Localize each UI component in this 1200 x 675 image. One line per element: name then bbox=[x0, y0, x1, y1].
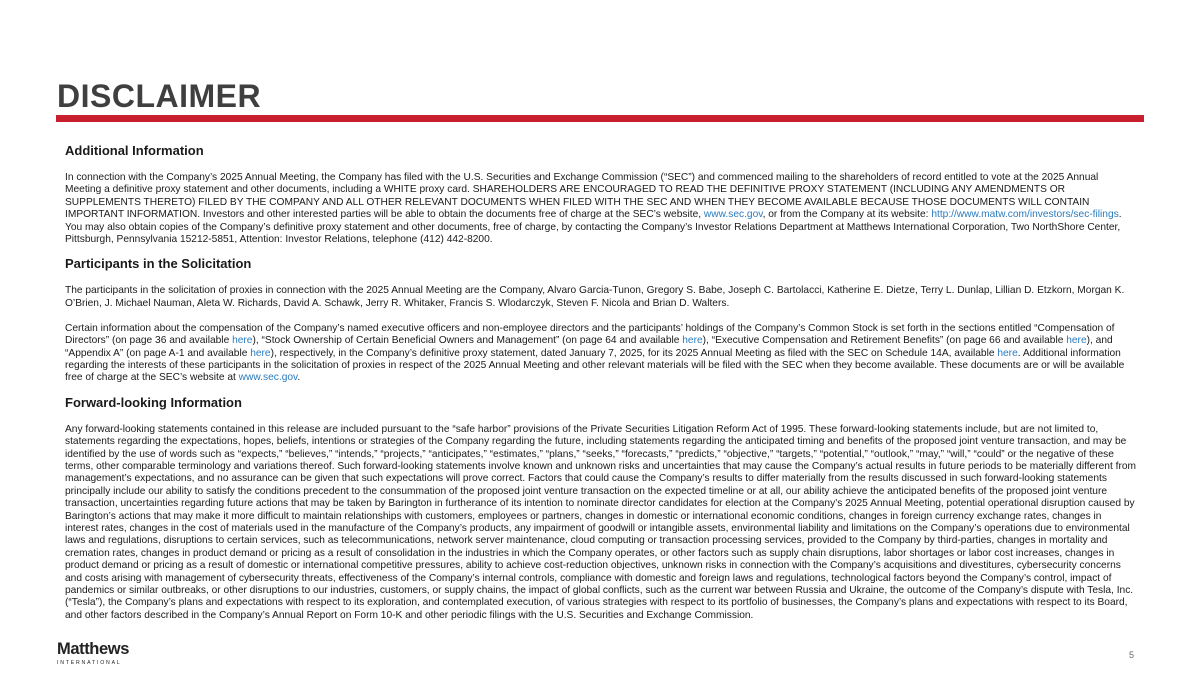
here-link-appendix-a[interactable]: here bbox=[250, 347, 271, 359]
here-link-stock-ownership[interactable]: here bbox=[682, 335, 703, 347]
section-heading-forward-looking: Forward-looking Information bbox=[65, 394, 242, 410]
matthews-logo bbox=[57, 641, 137, 666]
here-link-executive-compensation[interactable]: here bbox=[1066, 335, 1087, 347]
logo-subtitle: INTERNATIONAL bbox=[57, 660, 122, 666]
logo-wordmark: Matthews bbox=[57, 640, 129, 658]
text-fragment: . Additional information regarding the interests of these participants in the solicitation of proxies in respect of the 2025 Annual Meeting and other relevant materials will be filed with the SEC when they become available. These documents are or will be available free of charge at the SEC’s website at bbox=[65, 347, 1125, 384]
text-fragment: . You may also obtain copies of the Company’s definitive proxy statement and other documents, free of charge, by contacting the Company’s Investor Relations Department at Matthews International Corporation, Two NorthShore Center, Pittsburgh, Pennsylvania 15212-5851, Attention: Investor Relations, telephone (412) 442-8200. bbox=[65, 209, 1122, 246]
header-divider bbox=[56, 115, 1144, 122]
disclaimer-body bbox=[65, 143, 1137, 622]
sec-website-link-2[interactable]: www.sec.gov bbox=[238, 372, 298, 384]
text-fragment: ), and “Appendix A” (on page A-1 and available bbox=[65, 335, 1113, 359]
text-fragment: Certain information about the compensation of the Company’s named executive officers and non-employee directors and the participants’ holdings of the Company’s Common Stock is set forth in the sections entitled “Compensation of Directors” (on page 36 and available bbox=[65, 322, 1115, 347]
matw-sec-filings-link[interactable]: http://www.matw.com/investors/sec-filings bbox=[931, 209, 1119, 221]
text-fragment: ), respectively, in the Company’s definitive proxy statement, dated January 7, 2025, for its 2025 Annual Meeting as filed with the SEC on Schedule 14A, available bbox=[270, 347, 998, 359]
text-fragment: ), “Executive Compensation and Retirement Benefits” (on page 66 and available bbox=[702, 335, 1067, 347]
section-heading-participants: Participants in the Solicitation bbox=[65, 256, 252, 272]
section-heading-additional-information: Additional Information bbox=[65, 143, 204, 158]
here-link-schedule-14a[interactable]: here bbox=[997, 347, 1018, 359]
text-fragment: . bbox=[297, 372, 301, 384]
page-number: 5 bbox=[1128, 650, 1134, 660]
text-fragment: ), “Stock Ownership of Certain Beneficial Owners and Management” (on page 64 and available bbox=[252, 335, 683, 347]
paragraph-additional-information bbox=[65, 172, 1137, 246]
paragraph-forward-looking: Any forward-looking statements contained in this release are included pursuant to the “safe harbor” provisions of the Private Securities Litigation Reform Act of 1995. These forward-looking statements include, but are not limited to, statements regarding the expectations, hopes, beliefs, intentions or strategies of the Company regarding the future, including statements regarding the anticipated timing and benefits of the proposed joint venture transaction, and may be identified by the use of words such as “expects,” “believes,” “intends,” “projects,” “anticipates,” “estimates,” “plans,” “seeks,” “forecasts,” “predicts,” “objective,” “targets,” “potential,” “outlook,” “may,” “will,” “could” or the negative of these terms, other comparable terminology and variations thereof. Such forward-looking statements involve known and unknown risks and uncertainties that may cause the Company’s actual results in future periods to be materially different from management’s expectations, and no assurance can be given that such expectations will prove correct. Factors that could cause the Company’s results to differ materially from the results discussed in such forward-looking statements principally include our ability to satisfy the conditions precedent to the consummation of the proposed joint venture transaction on the expected timeline or at all, our ability achieve the anticipated benefits of the proposed joint venture transaction, uncertainties regarding future actions that may be taken by Barington in furtherance of its intention to nominate director candidates for election at the Company’s 2025 Annual Meeting, potential operational disruption caused by Barington’s actions that may make it more difficult to maintain relationships with customers, employees or partners, changes in domestic or international economic conditions, changes in foreign currency exchange rates, changes in interest rates, changes in the cost of materials used in the manufacture of the Company’s products, any impairment of goodwill or intangible assets, environmental liability and limitations on the Company’s operations due to environmental laws and regulations, disruptions to certain services, such as telecommunications, network server maintenance, cloud computing or transaction processing services, provided to the Company by third-parties, changes in mortality and cremation rates, changes in product demand or pricing as a result of consolidation in the industries in which the Company operates, or other factors such as supply chain disruptions, labor shortages or labor cost increases, changes in product demand or pricing as a result of domestic or international competitive pressures, ability to achieve cost-reduction objectives, unknown risks in connection with the Company’s acquisitions and divestitures, cybersecurity concerns and costs arising with management of cybersecurity threats, effectiveness of the Company’s internal controls, compliance with domestic and foreign laws and regulations, technological factors beyond the Company’s control, impact of pandemics or similar outbreaks, or other disruptions to our industries, customers, or supply chains, the impact of global conflicts, such as the current war between Russia and Ukraine, the outcome of the Company’s dispute with Tesla, Inc. (“Tesla”), the Company’s plans and expectations with respect to its exploration, and contemplated execution, of various strategies with respect to its portfolio of businesses, the Company’s plans and expectations with respect to its Board, and other factors described in the Company’s Annual Report on Form 10-K and other periodic filings with the U.S. Securities and Exchange Commission. bbox=[65, 423, 1136, 621]
page-title: DISCLAIMER bbox=[57, 78, 262, 114]
paragraph-participants-list: The participants in the solicitation of proxies in connection with the 2025 Annual Meeting are the Company, Alvaro Garcia-Tunon, Gregory S. Babe, Joseph C. Bartolacci, Katherine E. Dietze, Terry L. Dunlap, Lillian D. Etzkorn, Morgan K. O’Brien, J. Michael Nauman, Aleta W. Richards, David A. Schawk, Jerry R. Whitaker, Francis S. Wlodarczyk, Steven F. Nicola and Brian D. Walters. bbox=[65, 285, 1125, 309]
paragraph-participants-compensation bbox=[65, 323, 1137, 385]
sec-website-link[interactable]: www.sec.gov bbox=[703, 209, 763, 221]
text-fragment: , or from the Company at its website: bbox=[762, 209, 932, 221]
text-fragment: In connection with the Company’s 2025 Annual Meeting, the Company has filed with the U.S. Securities and Exchange Commission (“SEC”) and commenced mailing to the shareholders of record entitled to vote at the 2025 Annual Meeting a definitive proxy statement and other documents, including a WHITE proxy card. SHAREHOLDERS ARE ENCOURAGED TO READ THE DEFINITIVE PROXY STATEMENT (INCLUDING ANY AMENDMENTS OR SUPPLEMENTS THERETO) FILED BY THE COMPANY AND ALL OTHER RELEVANT DOCUMENTS WHEN FILED WITH THE SEC AND WHEN THEY BECOME AVAILABLE BECAUSE THOSE DOCUMENTS WILL CONTAIN IMPORTANT INFORMATION. Investors and other interested parties will be able to obtain the documents free of charge at the SEC’s website, bbox=[65, 172, 1099, 221]
here-link-compensation-of-directors[interactable]: here bbox=[232, 335, 253, 347]
